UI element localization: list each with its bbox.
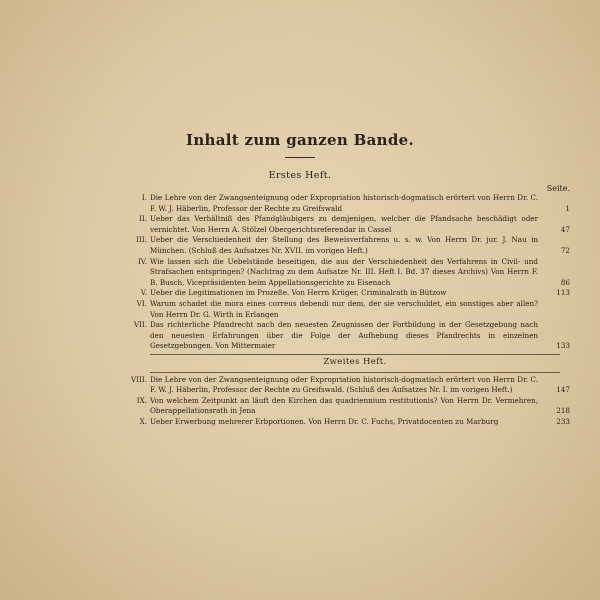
entry-text: Die Lehre von der Zwangsenteignung oder Expropriation historisch-dogmatisch erörtert von Herrn Dr. C. F. W. J. Häberlin, Professor der Rechte zu Greifswald: [150, 193, 538, 213]
entry-page: 72: [560, 245, 570, 255]
entry-text: Ueber das Verhältniß des Pfandgläubigers zu demjenigen, welcher die Pfandsache beschädigt oder vernichtet. Von Herrn A. Stölzel Obergerichtsreferendar in Cassel: [150, 214, 538, 234]
entry-page: 1: [565, 203, 570, 213]
entry-number: III.: [136, 235, 147, 245]
toc-entry: [130, 288, 570, 299]
entry-text: Ueber die Legitimationen im Prozeße. Von Herrn Krüger, Criminalrath in Bützow: [150, 288, 447, 298]
entry-page: 86: [560, 277, 570, 287]
entry-text: Von welchem Zeitpunkt an läuft den Kirchen das quadriennium restitutionis? Von Herrn Dr. Vermehren, Oberappellationsrath in Jena: [150, 395, 538, 416]
toc-entry: [130, 235, 570, 256]
toc-entry: [130, 375, 570, 396]
section-divider: [150, 354, 560, 355]
entry-text: Wie lassen sich die Uebelstände beseitigen, die aus der Verschiedenheit des Verfahrens in Civil- und Strafsachen entspringen? (Nachtrag zu dem Aufsatze Nr. III. Heft I. Bd. 37 dieses Archivs) Von Herrn F. B. Busch, Vicepräsidenten beim Appellationsgerichte zu Eisenach: [150, 256, 538, 287]
entry-number: V.: [140, 288, 147, 298]
entry-text: Ueber Erwerbung mehrerer Erbportionen. Von Herrn Dr. C. Fuchs, Privatdocenten zu Marburg: [150, 416, 499, 426]
entry-text: Warum schadet die mora eines correus debendi nur dem, der sie verschuldet, ein sonstiges aber allen? Von Herrn Dr. G. Wirth in Erlangen: [150, 298, 538, 319]
page-title: Inhalt zum ganzen Bande.: [186, 131, 414, 149]
entry-text: Das richterliche Pfandrecht nach den neuesten Zeugnissen der Fortbildung in der Gesetzgebung nach den neuesten Erfahrungen über die Folge der Aufhebung dieses Pfandrechts in einzelnen Gesetzgebungen. Von Mittermaier: [150, 320, 538, 351]
section-divider: [150, 372, 560, 373]
section-heading-2: Zweites Heft.: [323, 356, 387, 367]
entry-text: Die Lehre von der Zwangsenteignung oder Expropriation historisch-dogmatisch erörtert von Herrn Dr. C. F. W. J. Häberlin, Professor der Rechte zu Greifswald. (Schluß des Aufsatzes Nr. I. im vorigen Heft.): [150, 374, 538, 395]
entry-number: IV.: [137, 256, 147, 266]
entry-number: VIII.: [131, 374, 147, 384]
toc-entry: [130, 257, 570, 289]
entry-page: 47: [560, 224, 570, 234]
entry-page: 133: [556, 341, 570, 351]
entry-page: 113: [556, 288, 570, 298]
toc-entry: [130, 320, 570, 352]
entry-page: 147: [556, 385, 570, 395]
entry-number: II.: [139, 214, 147, 224]
entry-number: VI.: [136, 298, 147, 308]
toc-entry: [130, 214, 570, 235]
entry-page: 233: [556, 416, 570, 426]
entry-number: X.: [139, 416, 147, 426]
toc-entry: [130, 396, 570, 417]
entry-number: VII.: [133, 320, 147, 330]
section-heading-1: Erstes Heft.: [268, 170, 332, 181]
title-rule: [285, 157, 315, 158]
entry-page: 218: [556, 406, 570, 416]
entry-number: IX.: [136, 395, 147, 405]
toc-entry: [130, 417, 570, 428]
entry-number: I.: [141, 193, 147, 202]
toc-entry: [130, 193, 570, 214]
toc-entries: [130, 193, 570, 427]
entry-text: Ueber die Verschiedenheit der Stellung des Beweisverfahrens u. s. w. Von Herrn Dr. jur. J. Nau in München. (Schluß des Aufsatzes Nr. XVII. im vorigen Heft.): [150, 235, 538, 255]
seite-label: Seite.: [546, 184, 570, 193]
toc-entry: [130, 299, 570, 320]
